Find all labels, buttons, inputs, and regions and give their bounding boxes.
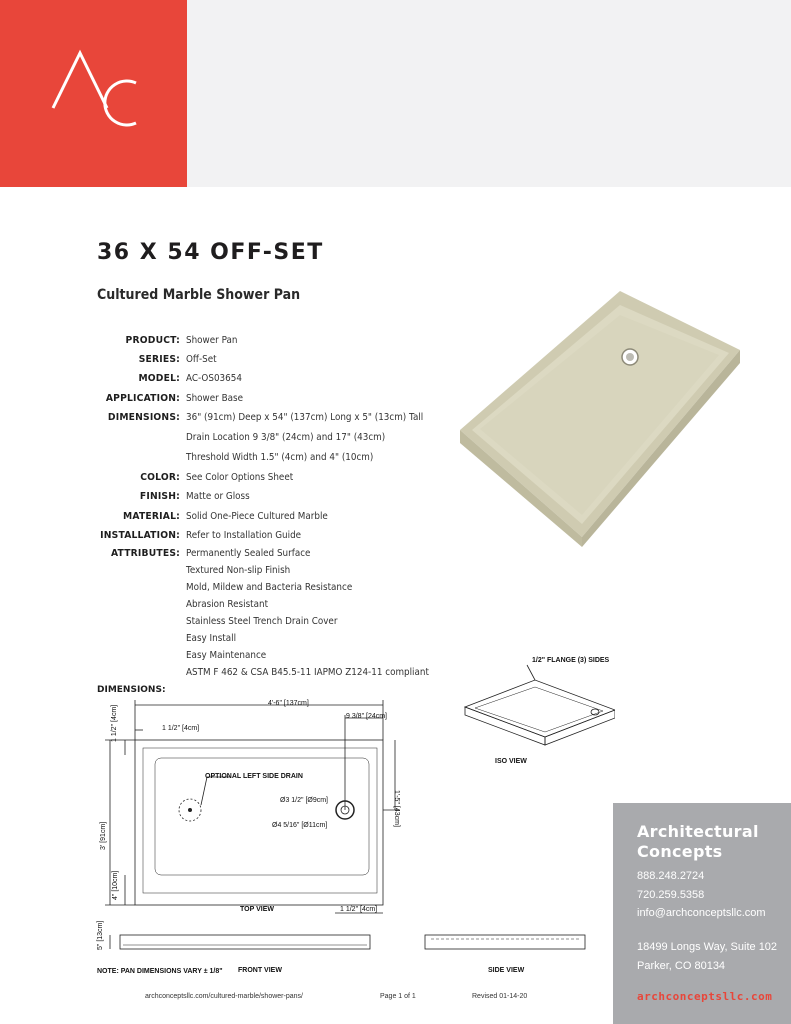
spec-value-attribute: Easy Install (186, 633, 237, 644)
spec-value-attribute: ASTM F 462 & CSA B45.5-11 IAPMO Z124-11 compliant (186, 667, 429, 678)
phone-2[interactable]: 720.259.5358 (637, 889, 705, 901)
spec-value-attribute: Permanently Sealed Surface (186, 548, 311, 559)
header-brand-block (0, 0, 187, 187)
product-photo (440, 275, 740, 550)
footer-page-number: Page 1 of 1 (380, 993, 416, 1000)
spec-value-series: Off-Set (186, 354, 217, 365)
dim-drain-diameter-1: Ø3 1/2" [Ø9cm] (280, 797, 329, 804)
company-name-line-1: Architectural (637, 822, 759, 841)
dim-threshold-front: 4" [10cm] (112, 870, 119, 900)
spec-value-attribute: Abrasion Resistant (186, 599, 269, 610)
website-link[interactable]: archconceptsllc.com (637, 990, 773, 1003)
dim-drain-to-back: 1'-5" [43cm] (393, 790, 400, 827)
label-iso-view: ISO VIEW (495, 758, 527, 765)
dim-drain-offset: 9 3/8" [24cm] (346, 713, 388, 720)
spec-value-installation: Refer to Installation Guide (186, 530, 302, 541)
spec-value-material: Solid One-Piece Cultured Marble (186, 511, 328, 522)
dim-bottom-right: 1 1/2" [4cm] (340, 906, 378, 913)
label-front-view: FRONT VIEW (238, 967, 282, 974)
email-link[interactable]: info@archconceptsllc.com (637, 907, 766, 919)
phone-1[interactable]: 888.248.2724 (637, 870, 705, 882)
spec-value-color: See Color Options Sheet (186, 472, 294, 483)
spec-value-dimensions-2: Drain Location 9 3/8" (24cm) and 17" (43cm) (186, 432, 386, 443)
spec-value-product: Shower Pan (186, 335, 238, 346)
company-name-line-2: Concepts (637, 842, 723, 861)
spec-label-attributes: ATTRIBUTES: (110, 548, 180, 559)
label-side-view: SIDE VIEW (488, 967, 525, 974)
label-flange: 1/2" FLANGE (3) SIDES (532, 657, 610, 664)
footer-url[interactable]: archconceptsllc.com/cultured-marble/shower-pans/ (145, 993, 303, 1000)
spec-value-attribute: Mold, Mildew and Bacteria Resistance (186, 582, 353, 593)
footer-revised: Revised 01-14-20 (472, 993, 528, 1000)
spec-value-dimensions-3: Threshold Width 1.5" (4cm) and 4" (10cm) (186, 452, 374, 463)
dim-front-height: 5" [13cm] (97, 920, 104, 950)
dim-drain-diameter-2: Ø4 5/16" [Ø11cm] (272, 822, 328, 829)
spec-value-application: Shower Base (186, 393, 244, 404)
spec-label-model: MODEL: (138, 373, 180, 384)
dim-threshold-left: 1 1/2" [4cm] (162, 725, 200, 732)
page-subtitle: Cultured Marble Shower Pan (97, 287, 301, 303)
header-band (187, 0, 791, 187)
spec-value-attribute: Textured Non-slip Finish (186, 565, 291, 576)
spec-value-dimensions-1: 36" (91cm) Deep x 54" (137cm) Long x 5" (13cm) Tall (186, 412, 424, 423)
address-line-2: Parker, CO 80134 (637, 960, 726, 972)
spec-label-color: COLOR: (140, 472, 180, 483)
address-line-1: 18499 Longs Way, Suite 102 (637, 941, 778, 953)
dim-left-side: 1 1/2" [4cm] (111, 704, 118, 742)
label-dimension-note: NOTE: PAN DIMENSIONS VARY ± 1/8" (97, 968, 223, 975)
company-name (637, 822, 759, 862)
dim-depth: 3' [91cm] (100, 821, 107, 850)
spec-label-dimensions: DIMENSIONS: (107, 412, 180, 423)
spec-value-attribute: Stainless Steel Trench Drain Cover (186, 616, 338, 627)
spec-value-attribute: Easy Maintenance (186, 650, 267, 661)
dim-overall-length: 4'-6" [137cm] (268, 700, 309, 707)
spec-value-finish: Matte or Gloss (186, 491, 250, 502)
spec-label-finish: FINISH: (139, 491, 180, 502)
spec-value-model: AC-OS03654 (186, 373, 242, 384)
spec-label-product: PRODUCT: (125, 335, 180, 346)
spec-list (0, 335, 440, 680)
label-top-view: TOP VIEW (240, 906, 274, 913)
spec-label-material: MATERIAL: (123, 511, 180, 522)
dimensions-heading: DIMENSIONS: (97, 685, 166, 695)
label-optional-drain: OPTIONAL LEFT SIDE DRAIN (205, 773, 303, 780)
technical-drawings (95, 655, 615, 985)
spec-label-application: APPLICATION: (105, 393, 180, 404)
ac-logo-icon (0, 0, 187, 187)
spec-label-series: SERIES: (138, 354, 180, 365)
spec-label-installation: INSTALLATION: (100, 530, 180, 541)
page-title: 36 X 54 OFF-SET (97, 240, 324, 265)
